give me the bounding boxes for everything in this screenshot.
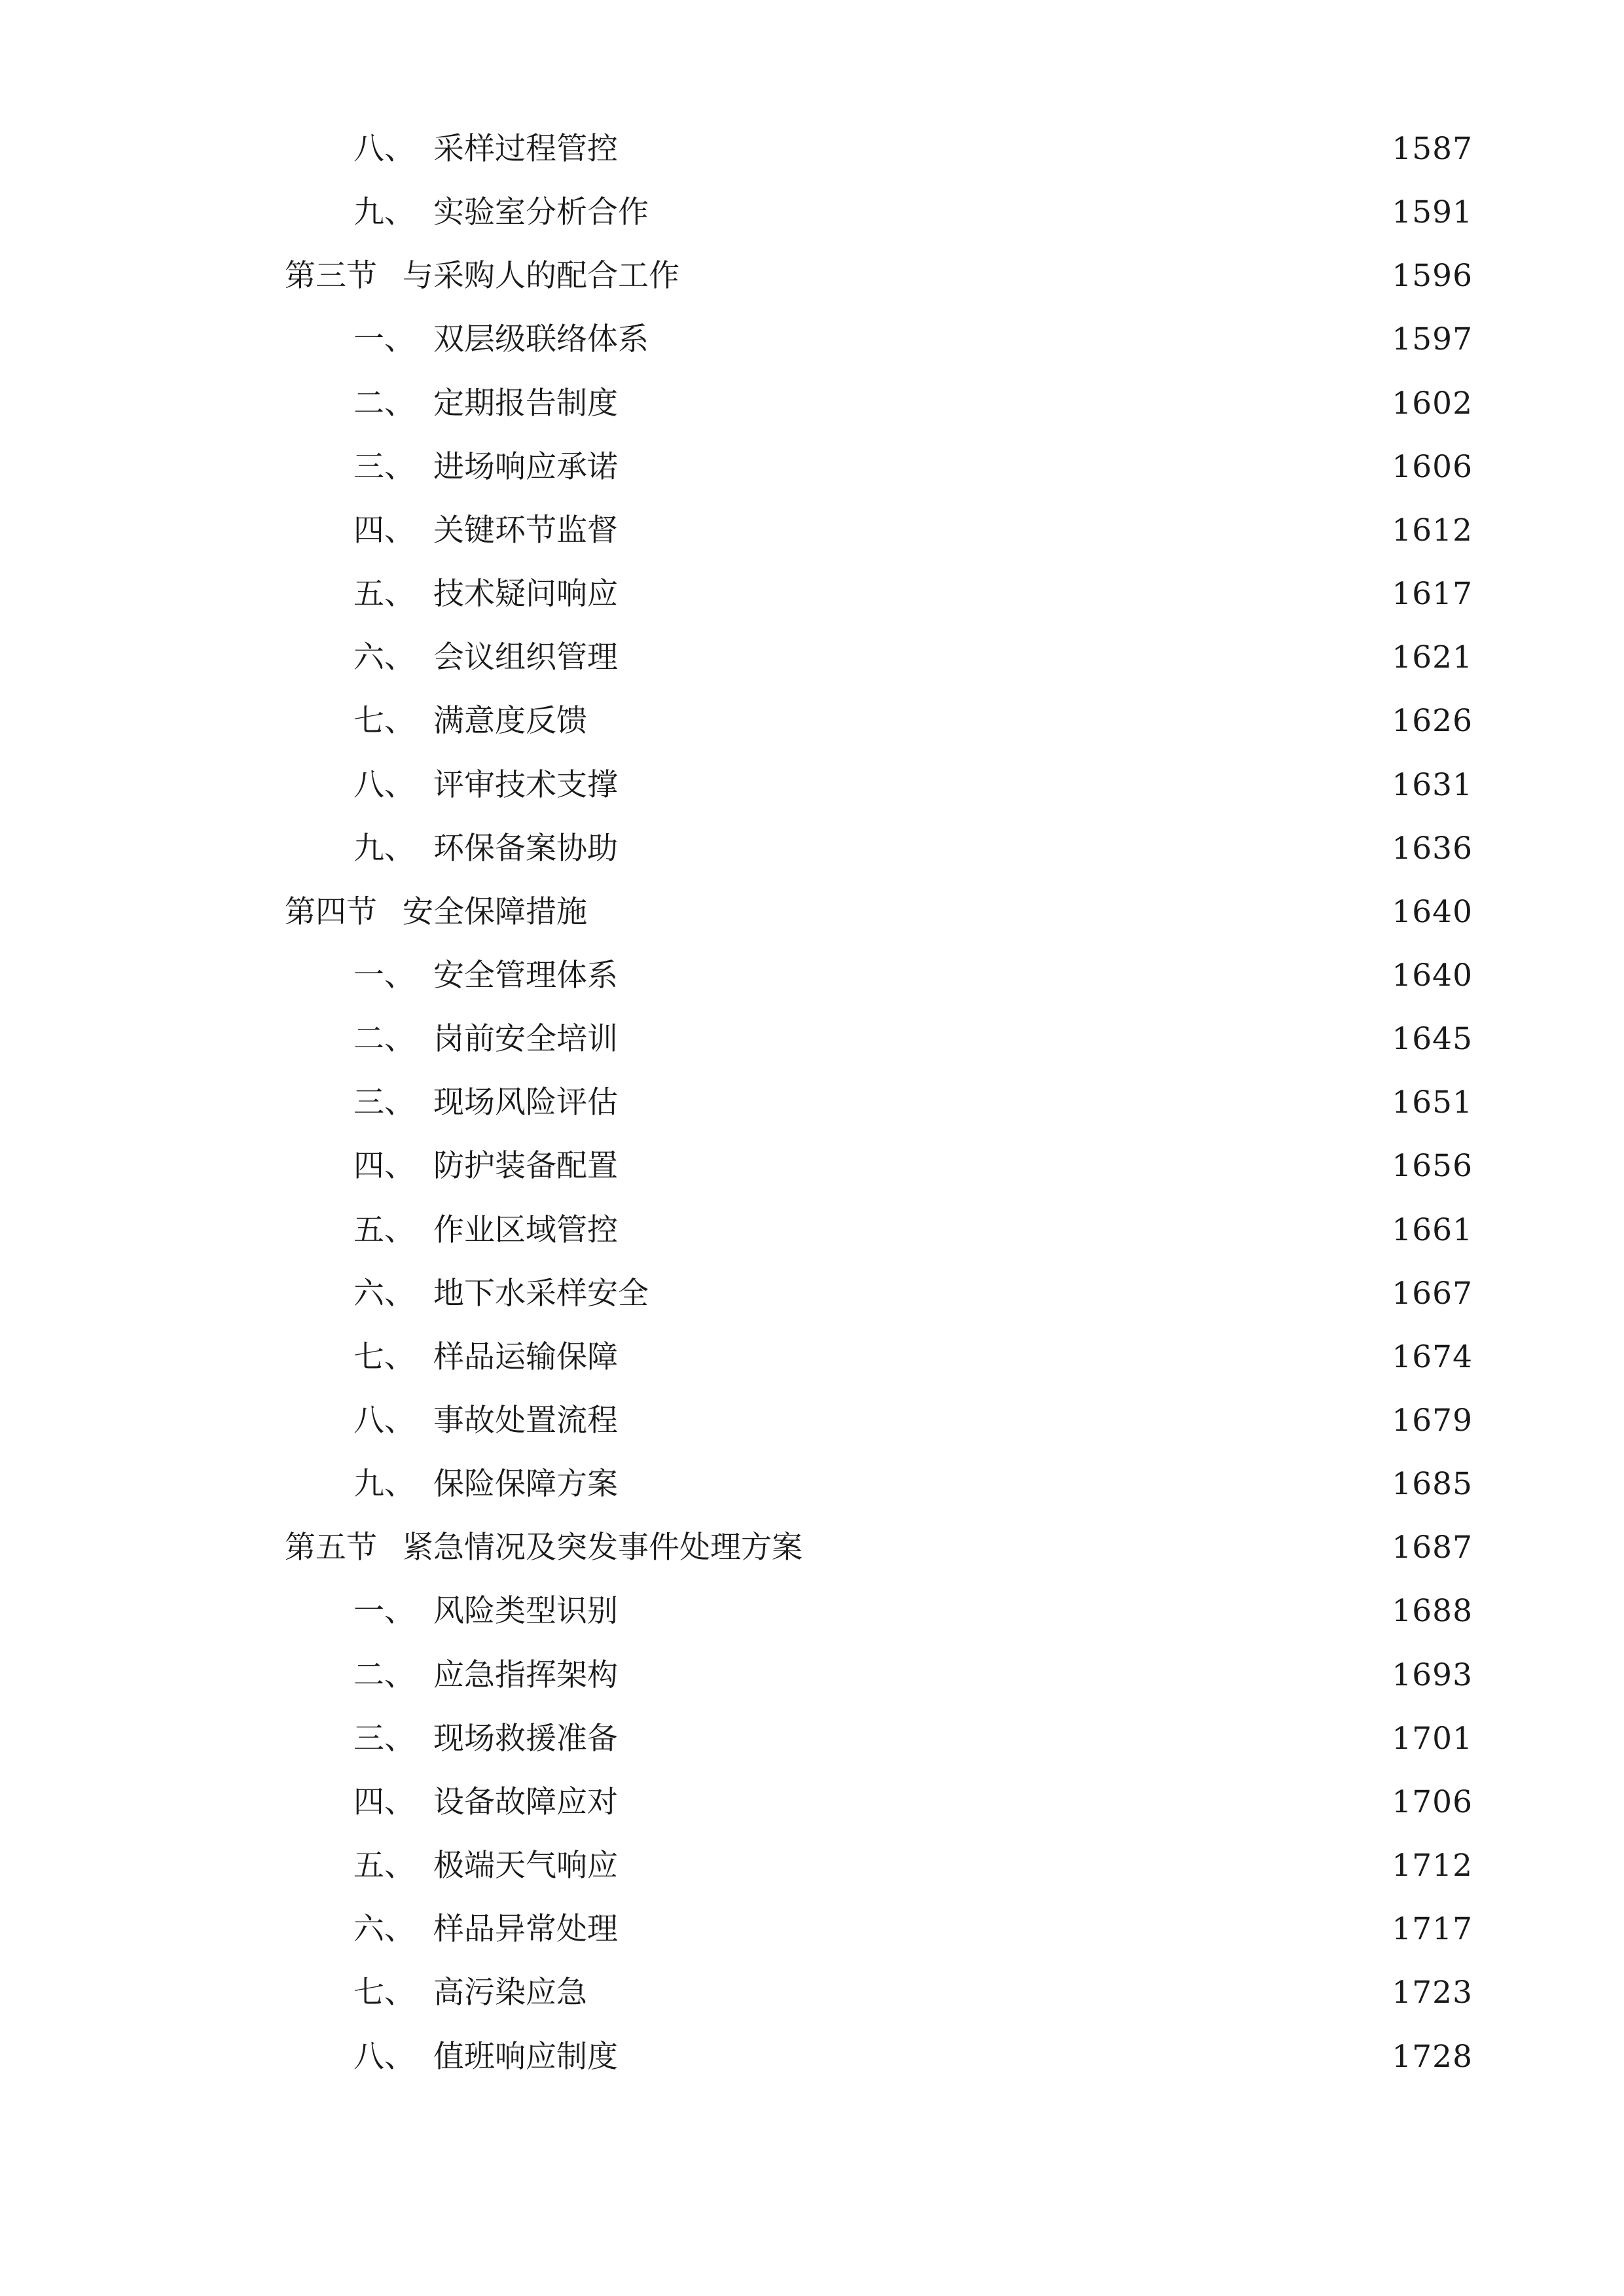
- toc-page-number: 1640: [1392, 894, 1473, 930]
- toc-page-number: 1612: [1392, 512, 1473, 548]
- toc-subsection-entry[interactable]: [285, 1649, 1473, 1702]
- toc-entry-number: 一、: [353, 1593, 415, 1629]
- toc-entry-title: 紧急情况及突发事件处理方案: [403, 1530, 803, 1566]
- toc-dot-leader: [594, 711, 1377, 731]
- toc-entry-title: 关键环节监督: [433, 512, 618, 548]
- toc-page-number: 1685: [1392, 1466, 1473, 1502]
- toc-page-number: 1701: [1392, 1721, 1473, 1757]
- toc-page-number: 1717: [1392, 1911, 1473, 1947]
- toc-entry-number: 第五节: [285, 1530, 377, 1566]
- toc-entry-title: 现场救援准备: [433, 1721, 618, 1757]
- toc-entry-title: 地下水采样安全: [433, 1276, 649, 1312]
- toc-subsection-entry[interactable]: [285, 823, 1473, 875]
- toc-page-number: 1631: [1392, 767, 1473, 803]
- toc-dot-leader: [624, 1030, 1377, 1049]
- toc-page-number: 1636: [1392, 831, 1473, 867]
- toc-page-number: 1656: [1392, 1148, 1473, 1184]
- toc-subsection-entry[interactable]: [285, 1585, 1473, 1638]
- toc-subsection-entry[interactable]: [285, 2031, 1473, 2083]
- toc-dot-leader: [624, 394, 1377, 414]
- toc-entry-title: 采样过程管控: [433, 131, 618, 167]
- toc-entry-number: 六、: [353, 639, 415, 675]
- toc-entry-number: 四、: [353, 1148, 415, 1184]
- toc-entry-title: 高污染应急: [433, 1975, 587, 2011]
- toc-dot-leader: [594, 1983, 1377, 2003]
- toc-entry-number: 九、: [353, 194, 415, 230]
- toc-entry-number: 三、: [353, 449, 415, 485]
- toc-subsection-entry[interactable]: [285, 1013, 1473, 1066]
- toc-entry-title: 会议组织管理: [433, 639, 618, 675]
- toc-entry-title: 值班响应制度: [433, 2039, 618, 2075]
- toc-subsection-entry[interactable]: [285, 568, 1473, 620]
- toc-entry-number: 八、: [353, 1403, 415, 1439]
- toc-subsection-entry[interactable]: [285, 187, 1473, 239]
- toc-subsection-entry[interactable]: [285, 1204, 1473, 1257]
- toc-subsection-entry[interactable]: [285, 632, 1473, 684]
- toc-dot-leader: [624, 457, 1377, 477]
- toc-dot-leader: [624, 1666, 1377, 1685]
- toc-subsection-entry[interactable]: [285, 1903, 1473, 1956]
- toc-entry-number: 八、: [353, 2039, 415, 2075]
- toc-entry-title: 安全管理体系: [433, 958, 618, 994]
- toc-dot-leader: [624, 2047, 1377, 2067]
- toc-dot-leader: [624, 966, 1377, 986]
- toc-dot-leader: [624, 648, 1377, 668]
- toc-entry-number: 七、: [353, 1339, 415, 1375]
- toc-page-number: 1640: [1392, 958, 1473, 994]
- toc-entry-title: 与采购人的配合工作: [403, 258, 679, 294]
- toc-subsection-entry[interactable]: [285, 1140, 1473, 1193]
- toc-page-number: 1712: [1392, 1848, 1473, 1884]
- toc-page-number: 1626: [1392, 703, 1473, 739]
- toc-entry-title: 进场响应承诺: [433, 449, 618, 485]
- toc-subsection-entry[interactable]: [285, 1331, 1473, 1384]
- toc-entry-number: 二、: [353, 1021, 415, 1057]
- toc-entry-title: 事故处置流程: [433, 1403, 618, 1439]
- toc-page-number: 1651: [1392, 1085, 1473, 1121]
- toc-dot-leader: [655, 330, 1377, 350]
- toc-entry-number: 第三节: [285, 258, 377, 294]
- toc-entry-title: 样品运输保障: [433, 1339, 618, 1375]
- toc-subsection-entry[interactable]: [285, 1395, 1473, 1447]
- toc-section-entry[interactable]: [285, 1522, 1473, 1574]
- toc-dot-leader: [655, 203, 1377, 223]
- toc-page-number: 1688: [1392, 1593, 1473, 1629]
- toc-page-number: 1596: [1392, 258, 1473, 294]
- toc-dot-leader: [624, 1920, 1377, 1939]
- toc-entry-number: 四、: [353, 512, 415, 548]
- toc-entry-number: 五、: [353, 1848, 415, 1884]
- toc-page-number: 1597: [1392, 321, 1473, 357]
- toc-dot-leader: [624, 1348, 1377, 1367]
- toc-entry-number: 四、: [353, 1784, 415, 1820]
- toc-entry-title: 应急指挥架构: [433, 1657, 618, 1693]
- toc-entry-title: 极端天气响应: [433, 1848, 618, 1884]
- toc-dot-leader: [624, 1729, 1377, 1749]
- toc-entry-number: 五、: [353, 576, 415, 612]
- toc-dot-leader: [624, 1793, 1377, 1812]
- toc-entry-title: 样品异常处理: [433, 1911, 618, 1947]
- toc-entry-title: 作业区域管控: [433, 1212, 618, 1248]
- toc-dot-leader: [624, 584, 1377, 604]
- toc-dot-leader: [655, 1284, 1377, 1304]
- toc-subsection-entry[interactable]: [285, 1713, 1473, 1765]
- toc-subsection-entry[interactable]: [285, 505, 1473, 557]
- toc-entry-title: 岗前安全培训: [433, 1021, 618, 1057]
- toc-dot-leader: [809, 1538, 1377, 1558]
- toc-entry-number: 九、: [353, 1466, 415, 1502]
- toc-page-number: 1687: [1392, 1530, 1473, 1566]
- toc-entry-number: 五、: [353, 1212, 415, 1248]
- toc-dot-leader: [624, 1411, 1377, 1431]
- toc-subsection-entry[interactable]: [285, 314, 1473, 366]
- toc-section-entry[interactable]: [285, 886, 1473, 939]
- toc-dot-leader: [624, 521, 1377, 541]
- toc-entry-number: 八、: [353, 767, 415, 803]
- toc-entry-number: 二、: [353, 386, 415, 422]
- toc-entry-number: 一、: [353, 958, 415, 994]
- toc-section-entry[interactable]: [285, 250, 1473, 302]
- toc-page-number: 1667: [1392, 1276, 1473, 1312]
- toc-page-number: 1728: [1392, 2039, 1473, 2075]
- toc-dot-leader: [624, 776, 1377, 795]
- toc-dot-leader: [624, 1602, 1377, 1621]
- toc-subsection-entry[interactable]: [285, 441, 1473, 493]
- toc-page-number: 1674: [1392, 1339, 1473, 1375]
- toc-subsection-entry[interactable]: [285, 1458, 1473, 1511]
- toc-page-number: 1587: [1392, 131, 1473, 167]
- toc-dot-leader: [624, 1093, 1377, 1113]
- toc-page-number: 1661: [1392, 1212, 1473, 1248]
- toc-page-number: 1706: [1392, 1784, 1473, 1820]
- toc-entry-title: 满意度反馈: [433, 703, 587, 739]
- toc-page-number: 1679: [1392, 1403, 1473, 1439]
- toc-subsection-entry[interactable]: [285, 695, 1473, 747]
- toc-subsection-entry[interactable]: [285, 1077, 1473, 1129]
- toc-entry-title: 设备故障应对: [433, 1784, 618, 1820]
- toc-entry-number: 七、: [353, 1975, 415, 2011]
- toc-entry-title: 技术疑问响应: [433, 576, 618, 612]
- toc-subsection-entry[interactable]: [285, 1967, 1473, 2019]
- toc-entry-number: 三、: [353, 1085, 415, 1121]
- toc-dot-leader: [686, 266, 1377, 286]
- toc-entry-number: 二、: [353, 1657, 415, 1693]
- toc-dot-leader: [624, 1856, 1377, 1876]
- toc-page-number: 1723: [1392, 1975, 1473, 2011]
- toc-entry-number: 九、: [353, 831, 415, 867]
- toc-dot-leader: [594, 903, 1377, 922]
- toc-entry-number: 一、: [353, 321, 415, 357]
- toc-subsection-entry[interactable]: [285, 950, 1473, 1002]
- toc-page-number: 1621: [1392, 639, 1473, 675]
- toc-entry-title: 环保备案协助: [433, 831, 618, 867]
- toc-page-number: 1606: [1392, 449, 1473, 485]
- toc-entry-title: 评审技术支撑: [433, 767, 618, 803]
- toc-page-number: 1693: [1392, 1657, 1473, 1693]
- toc-entry-number: 三、: [353, 1721, 415, 1757]
- toc-page-number: 1617: [1392, 576, 1473, 612]
- toc-dot-leader: [624, 1475, 1377, 1494]
- toc-dot-leader: [624, 1157, 1377, 1176]
- toc-dot-leader: [624, 139, 1377, 159]
- toc-entry-title: 防护装备配置: [433, 1148, 618, 1184]
- toc-subsection-entry[interactable]: [285, 1268, 1473, 1320]
- toc-entry-number: 七、: [353, 703, 415, 739]
- toc-entry-title: 现场风险评估: [433, 1085, 618, 1121]
- toc-entry-number: 八、: [353, 131, 415, 167]
- toc-entry-title: 保险保障方案: [433, 1466, 618, 1502]
- toc-entry-title: 安全保障措施: [403, 894, 587, 930]
- toc-entry-number: 六、: [353, 1911, 415, 1947]
- toc-entry-title: 定期报告制度: [433, 386, 618, 422]
- toc-subsection-entry[interactable]: [285, 1840, 1473, 1892]
- toc-page-number: 1645: [1392, 1021, 1473, 1057]
- toc-subsection-entry[interactable]: [285, 759, 1473, 812]
- toc-entry-number: 六、: [353, 1276, 415, 1312]
- toc-subsection-entry[interactable]: [285, 1776, 1473, 1829]
- toc-entry-title: 双层级联络体系: [433, 321, 649, 357]
- toc-dot-leader: [624, 1221, 1377, 1240]
- toc-entry-title: 实验室分析合作: [433, 194, 649, 230]
- toc-page-number: 1602: [1392, 386, 1473, 422]
- toc-entry-number: 第四节: [285, 894, 377, 930]
- toc-entry-title: 风险类型识别: [433, 1593, 618, 1629]
- toc-page-number: 1591: [1392, 194, 1473, 230]
- toc-subsection-entry[interactable]: [285, 378, 1473, 430]
- toc-dot-leader: [624, 839, 1377, 859]
- toc-subsection-entry[interactable]: [285, 123, 1473, 175]
